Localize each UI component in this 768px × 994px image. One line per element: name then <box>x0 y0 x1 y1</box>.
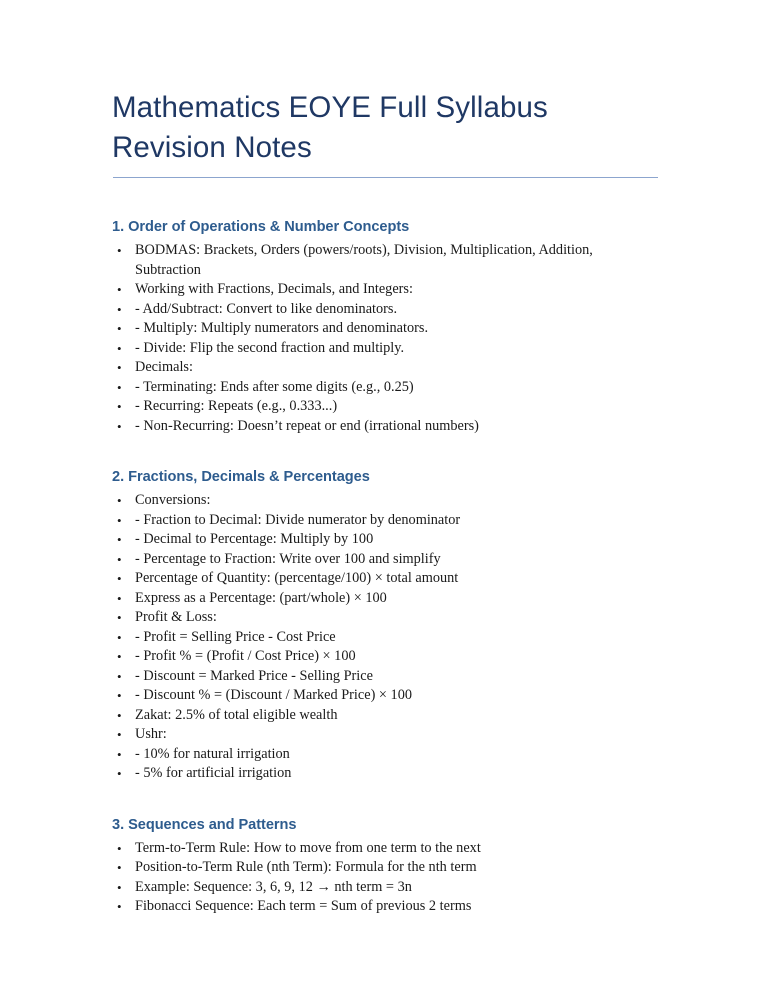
section-sequences-and-patterns <box>112 784 658 917</box>
section-order-of-operations <box>112 186 658 436</box>
section-heading-3: 3. Sequences and Patterns <box>112 816 297 833</box>
bullet-list-3 <box>112 835 658 917</box>
document-content <box>112 0 658 917</box>
list-item-text: • Ushr: <box>135 726 167 742</box>
list-item <box>112 300 658 320</box>
page-title-line-1: Mathematics EOYE Full Syllabus <box>112 91 548 124</box>
list-item-text: • - Fraction to Decimal: Divide numerator by denominator <box>135 511 461 528</box>
title-divider <box>113 177 658 178</box>
list-item-text: • - Recurring: Repeats (e.g., 0.333...) <box>135 398 338 414</box>
list-item <box>112 667 658 687</box>
list-item-text: • Percentage of Quantity: (percentage/100) × total amount <box>135 570 459 586</box>
list-item-text: • - 10% for natural irrigation <box>135 745 290 762</box>
list-item <box>112 858 658 878</box>
list-item-text: • Position-to-Term Rule (nth Term): Formula for the nth term <box>135 859 477 875</box>
bullet-list-1 <box>112 237 658 436</box>
list-item-text: • Term-to-Term Rule: How to move from one term to the next <box>135 839 481 856</box>
list-item-text: • Profit & Loss: <box>135 609 217 625</box>
list-item-text: • - Profit % = (Profit / Cost Price) × 100 <box>135 648 356 664</box>
list-item <box>112 569 658 589</box>
list-item-text: • - Multiply: Multiply numerators and denominators. <box>135 320 429 336</box>
list-item-text: • Fibonacci Sequence: Each term = Sum of previous 2 terms <box>135 898 472 914</box>
list-item-text: • Express as a Percentage: (part/whole) × 100 <box>135 589 387 606</box>
list-item <box>112 647 658 667</box>
list-item <box>112 686 658 706</box>
list-item-text: • - Decimal to Percentage: Multiply by 100 <box>135 531 374 547</box>
list-item <box>112 339 658 359</box>
list-item <box>112 608 658 628</box>
list-item <box>112 378 658 398</box>
list-item <box>112 745 658 765</box>
section-fractions-decimals-percentages <box>112 436 658 784</box>
page-title-line-2: Revision Notes <box>112 131 312 164</box>
list-item-text: • BODMAS: Brackets, Orders (powers/roots), Division, Multiplication, Addition, Subtraction <box>135 242 593 278</box>
list-item <box>112 628 658 648</box>
list-item-text: • - Non-Recurring: Doesn’t repeat or end (irrational numbers) <box>135 417 479 434</box>
page-title <box>112 0 658 168</box>
list-item-text: • - 5% for artificial irrigation <box>135 765 292 781</box>
list-item <box>112 897 658 917</box>
bullet-list-2 <box>112 487 658 784</box>
list-item-text: • Zakat: 2.5% of total eligible wealth <box>135 706 338 723</box>
list-item-text: • Example: Sequence: 3, 6, 9, 12 → nth term = 3n <box>135 878 412 895</box>
list-item-text: • Working with Fractions, Decimals, and Integers: <box>135 281 413 297</box>
list-item <box>112 706 658 726</box>
list-item <box>112 319 658 339</box>
list-item <box>112 280 658 300</box>
list-item <box>112 491 658 511</box>
list-item-text: • Conversions: <box>135 492 211 508</box>
list-item-text: • - Divide: Flip the second fraction and multiply. <box>135 339 405 356</box>
list-item <box>112 764 658 784</box>
list-item-text: • - Percentage to Fraction: Write over 100 and simplify <box>135 550 441 567</box>
list-item <box>112 397 658 417</box>
list-item-text: • - Profit = Selling Price - Cost Price <box>135 628 336 645</box>
section-heading-2: 2. Fractions, Decimals & Percentages <box>112 469 370 485</box>
list-item <box>112 878 658 898</box>
list-item <box>112 241 658 280</box>
list-item <box>112 839 658 859</box>
list-item <box>112 417 658 437</box>
list-item <box>112 550 658 570</box>
list-item-text: • - Add/Subtract: Convert to like denominators. <box>135 300 398 317</box>
list-item <box>112 530 658 550</box>
section-heading-1: 1. Order of Operations & Number Concepts <box>112 219 410 235</box>
list-item-text: • Decimals: <box>135 359 193 375</box>
list-item <box>112 725 658 745</box>
list-item-text: • - Discount % = (Discount / Marked Price) × 100 <box>135 687 412 703</box>
list-item-text: • - Terminating: Ends after some digits (e.g., 0.25) <box>135 378 414 395</box>
list-item <box>112 589 658 609</box>
list-item <box>112 358 658 378</box>
list-item-text: • - Discount = Marked Price - Selling Price <box>135 667 373 684</box>
list-item <box>112 511 658 531</box>
